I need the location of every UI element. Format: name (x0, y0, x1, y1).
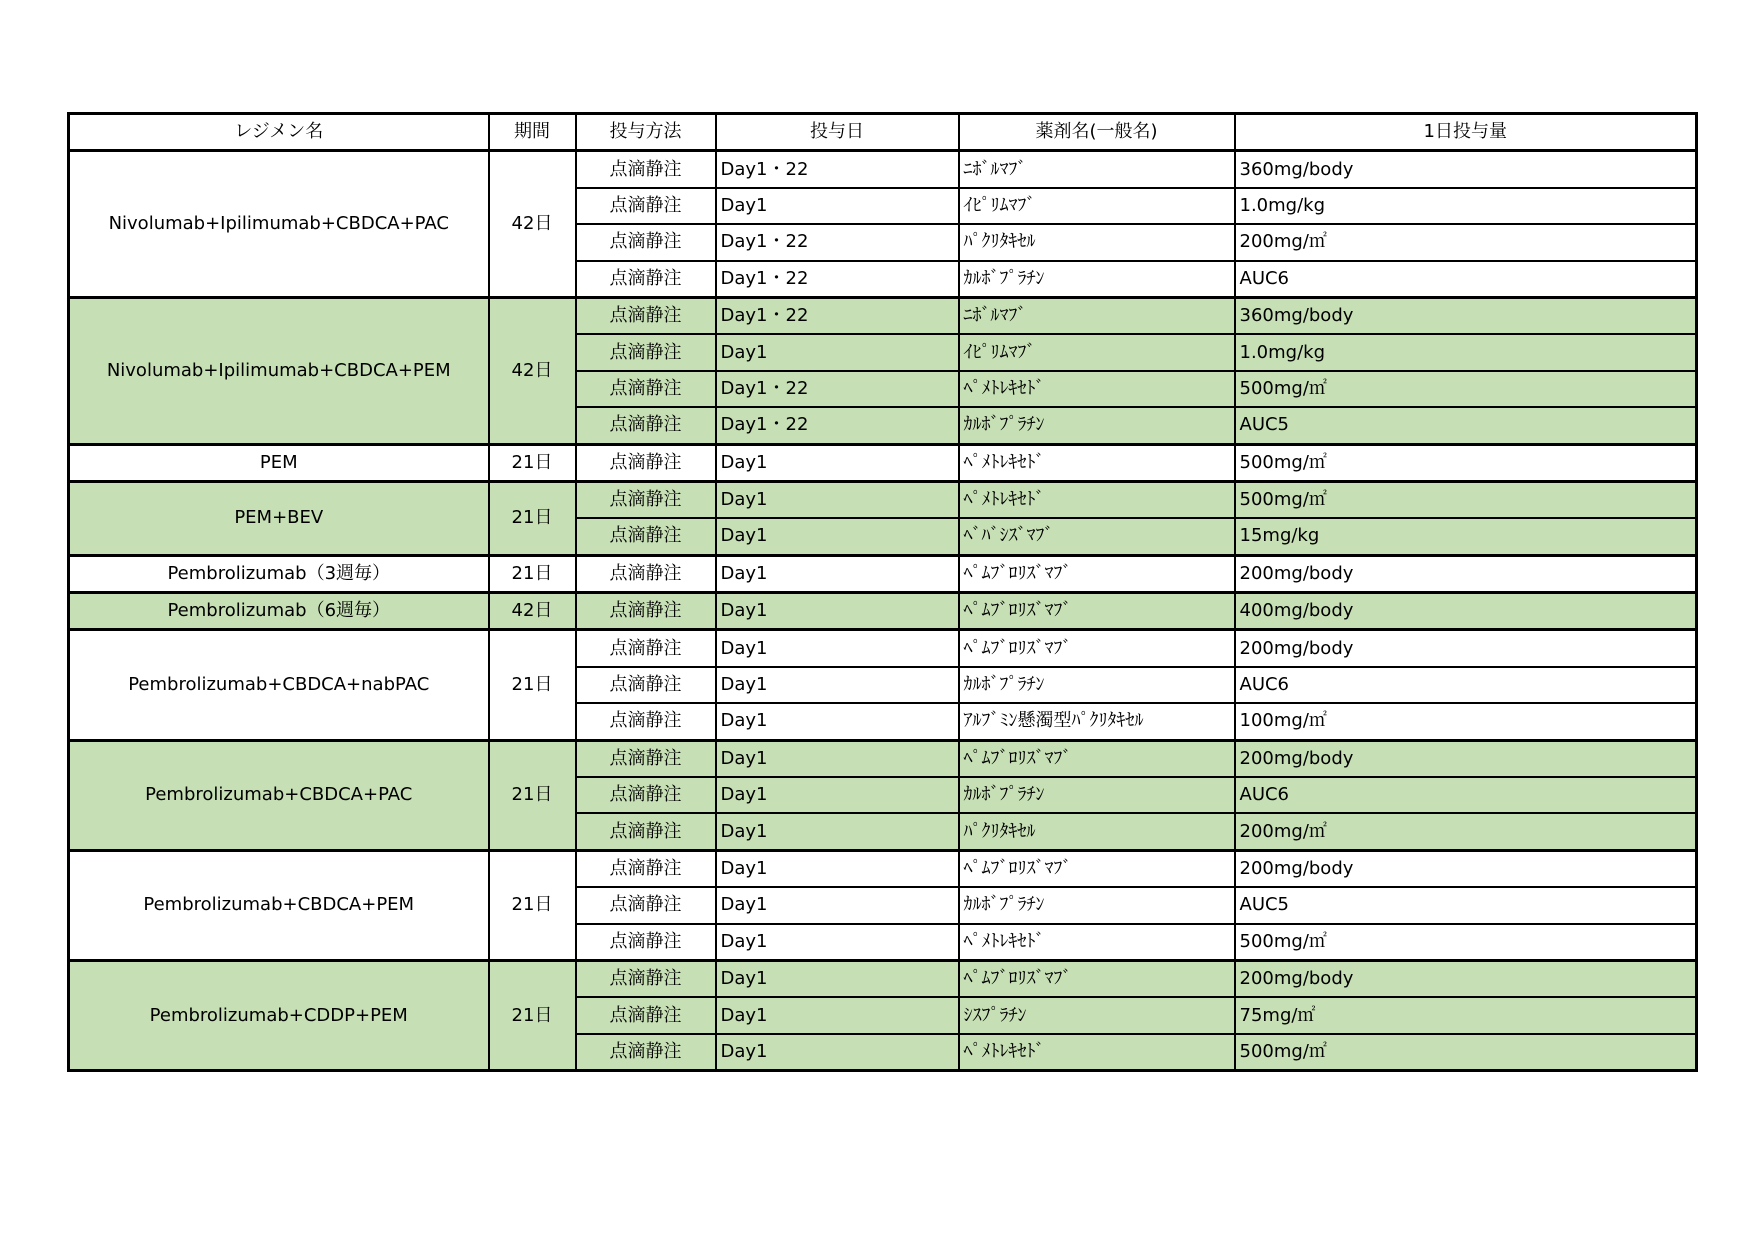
dose-cell: 200mg/body (1235, 630, 1697, 667)
regimen-name-cell: PEM+BEV (69, 481, 489, 555)
period-cell: 42日 (489, 593, 576, 630)
dose-cell: 200mg/body (1235, 555, 1697, 592)
dose-cell: AUC5 (1235, 407, 1697, 444)
drug-name-cell: ﾆﾎﾞﾙﾏﾌﾞ (959, 297, 1235, 334)
header-drug-name: 薬剤名(一般名) (959, 114, 1235, 151)
header-period: 期間 (489, 114, 576, 151)
period-cell: 42日 (489, 297, 576, 444)
dose-cell: AUC6 (1235, 777, 1697, 813)
drug-name-cell: ﾆﾎﾞﾙﾏﾌﾞ (959, 151, 1235, 188)
method-cell: 点滴静注 (576, 555, 716, 592)
method-cell: 点滴静注 (576, 593, 716, 630)
method-cell: 点滴静注 (576, 444, 716, 481)
method-cell: 点滴静注 (576, 151, 716, 188)
header-row (69, 114, 1697, 151)
drug-name-cell: ｲﾋﾟﾘﾑﾏﾌﾞ (959, 188, 1235, 224)
method-cell: 点滴静注 (576, 188, 716, 224)
method-cell: 点滴静注 (576, 481, 716, 518)
day-cell: Day1・22 (716, 224, 959, 260)
dose-cell: 200mg/㎡ (1235, 224, 1697, 260)
day-cell: Day1 (716, 518, 959, 555)
day-cell: Day1 (716, 813, 959, 850)
day-cell: Day1 (716, 703, 959, 740)
method-cell: 点滴静注 (576, 703, 716, 740)
day-cell: Day1 (716, 444, 959, 481)
day-cell: Day1・22 (716, 261, 959, 298)
day-cell: Day1・22 (716, 371, 959, 407)
method-cell: 点滴静注 (576, 261, 716, 298)
dose-cell: AUC6 (1235, 667, 1697, 703)
method-cell: 点滴静注 (576, 740, 716, 777)
day-cell: Day1・22 (716, 407, 959, 444)
dose-cell: 500mg/㎡ (1235, 444, 1697, 481)
drug-name-cell: ｶﾙﾎﾞﾌﾟﾗﾁﾝ (959, 887, 1235, 923)
regimen-group (69, 960, 1697, 1070)
drug-name-cell: ﾍﾟﾒﾄﾚｷｾﾄﾞ (959, 444, 1235, 481)
drug-name-cell: ﾍﾟﾒﾄﾚｷｾﾄﾞ (959, 1034, 1235, 1071)
day-cell: Day1 (716, 740, 959, 777)
header-day: 投与日 (716, 114, 959, 151)
drug-name-cell: ｶﾙﾎﾞﾌﾟﾗﾁﾝ (959, 407, 1235, 444)
regimen-group (69, 444, 1697, 481)
table-row (69, 555, 1697, 592)
day-cell: Day1 (716, 924, 959, 961)
day-cell: Day1 (716, 481, 959, 518)
regimen-name-cell: Nivolumab+Ipilimumab+CBDCA+PEM (69, 297, 489, 444)
period-cell: 42日 (489, 151, 576, 298)
method-cell: 点滴静注 (576, 518, 716, 555)
table-row (69, 593, 1697, 630)
drug-name-cell: ｱﾙﾌﾞﾐﾝ懸濁型ﾊﾟｸﾘﾀｷｾﾙ (959, 703, 1235, 740)
method-cell: 点滴静注 (576, 224, 716, 260)
drug-name-cell: ﾍﾟﾒﾄﾚｷｾﾄﾞ (959, 924, 1235, 961)
header-regimen-name: レジメン名 (69, 114, 489, 151)
day-cell: Day1 (716, 777, 959, 813)
method-cell: 点滴静注 (576, 960, 716, 997)
dose-cell: 500mg/㎡ (1235, 481, 1697, 518)
regimen-group (69, 555, 1697, 592)
dose-cell: 15mg/kg (1235, 518, 1697, 555)
day-cell: Day1・22 (716, 297, 959, 334)
dose-cell: 75mg/㎡ (1235, 997, 1697, 1033)
day-cell: Day1 (716, 188, 959, 224)
header-daily-dose: 1日投与量 (1235, 114, 1697, 151)
day-cell: Day1 (716, 630, 959, 667)
period-cell: 21日 (489, 960, 576, 1070)
method-cell: 点滴静注 (576, 630, 716, 667)
table-row (69, 740, 1697, 777)
method-cell: 点滴静注 (576, 813, 716, 850)
table-row (69, 850, 1697, 887)
method-cell: 点滴静注 (576, 997, 716, 1033)
period-cell: 21日 (489, 444, 576, 481)
dose-cell: 1.0mg/kg (1235, 188, 1697, 224)
regimen-name-cell: Pembrolizumab+CDDP+PEM (69, 960, 489, 1070)
drug-name-cell: ﾍﾞﾊﾞｼｽﾞﾏﾌﾞ (959, 518, 1235, 555)
regimen-group (69, 630, 1697, 740)
day-cell: Day1・22 (716, 151, 959, 188)
regimen-group (69, 850, 1697, 960)
regimen-name-cell: Pembrolizumab+CBDCA+PAC (69, 740, 489, 850)
period-cell: 21日 (489, 481, 576, 555)
method-cell: 点滴静注 (576, 667, 716, 703)
dose-cell: 200mg/body (1235, 850, 1697, 887)
regimen-group (69, 297, 1697, 444)
table-row (69, 297, 1697, 334)
day-cell: Day1 (716, 997, 959, 1033)
regimen-name-cell: Nivolumab+Ipilimumab+CBDCA+PAC (69, 151, 489, 298)
dose-cell: 360mg/body (1235, 297, 1697, 334)
method-cell: 点滴静注 (576, 297, 716, 334)
table-row (69, 960, 1697, 997)
method-cell: 点滴静注 (576, 887, 716, 923)
method-cell: 点滴静注 (576, 850, 716, 887)
dose-cell: 360mg/body (1235, 151, 1697, 188)
day-cell: Day1 (716, 960, 959, 997)
drug-name-cell: ﾍﾟﾑﾌﾞﾛﾘｽﾞﾏﾌﾞ (959, 630, 1235, 667)
dose-cell: AUC6 (1235, 261, 1697, 298)
regimen-group (69, 151, 1697, 298)
regimen-group (69, 740, 1697, 850)
method-cell: 点滴静注 (576, 924, 716, 961)
day-cell: Day1 (716, 593, 959, 630)
day-cell: Day1 (716, 555, 959, 592)
regimen-group (69, 593, 1697, 630)
method-cell: 点滴静注 (576, 371, 716, 407)
drug-name-cell: ｶﾙﾎﾞﾌﾟﾗﾁﾝ (959, 667, 1235, 703)
dose-cell: 1.0mg/kg (1235, 334, 1697, 370)
regimen-name-cell: Pembrolizumab（6週毎） (69, 593, 489, 630)
drug-name-cell: ﾍﾟﾑﾌﾞﾛﾘｽﾞﾏﾌﾞ (959, 593, 1235, 630)
drug-name-cell: ﾍﾟﾒﾄﾚｷｾﾄﾞ (959, 481, 1235, 518)
table-row (69, 151, 1697, 188)
regimen-name-cell: Pembrolizumab+CBDCA+nabPAC (69, 630, 489, 740)
dose-cell: AUC5 (1235, 887, 1697, 923)
drug-name-cell: ﾍﾟﾑﾌﾞﾛﾘｽﾞﾏﾌﾞ (959, 555, 1235, 592)
drug-name-cell: ﾍﾟﾑﾌﾞﾛﾘｽﾞﾏﾌﾞ (959, 850, 1235, 887)
period-cell: 21日 (489, 740, 576, 850)
day-cell: Day1 (716, 334, 959, 370)
drug-name-cell: ﾊﾟｸﾘﾀｷｾﾙ (959, 813, 1235, 850)
drug-name-cell: ｶﾙﾎﾞﾌﾟﾗﾁﾝ (959, 261, 1235, 298)
table-row (69, 630, 1697, 667)
dose-cell: 200mg/body (1235, 740, 1697, 777)
dose-cell: 100mg/㎡ (1235, 703, 1697, 740)
dose-cell: 500mg/㎡ (1235, 371, 1697, 407)
header-method: 投与方法 (576, 114, 716, 151)
dose-cell: 200mg/㎡ (1235, 813, 1697, 850)
table-row (69, 444, 1697, 481)
regimen-name-cell: PEM (69, 444, 489, 481)
dose-cell: 400mg/body (1235, 593, 1697, 630)
dose-cell: 200mg/body (1235, 960, 1697, 997)
regimen-table (67, 112, 1698, 1072)
day-cell: Day1 (716, 850, 959, 887)
drug-name-cell: ｼｽﾌﾟﾗﾁﾝ (959, 997, 1235, 1033)
method-cell: 点滴静注 (576, 777, 716, 813)
dose-cell: 500mg/㎡ (1235, 1034, 1697, 1071)
method-cell: 点滴静注 (576, 1034, 716, 1071)
regimen-group (69, 481, 1697, 555)
drug-name-cell: ﾊﾟｸﾘﾀｷｾﾙ (959, 224, 1235, 260)
method-cell: 点滴静注 (576, 407, 716, 444)
method-cell: 点滴静注 (576, 334, 716, 370)
drug-name-cell: ﾍﾟﾒﾄﾚｷｾﾄﾞ (959, 371, 1235, 407)
drug-name-cell: ｶﾙﾎﾞﾌﾟﾗﾁﾝ (959, 777, 1235, 813)
regimen-name-cell: Pembrolizumab（3週毎） (69, 555, 489, 592)
drug-name-cell: ﾍﾟﾑﾌﾞﾛﾘｽﾞﾏﾌﾞ (959, 740, 1235, 777)
day-cell: Day1 (716, 887, 959, 923)
drug-name-cell: ﾍﾟﾑﾌﾞﾛﾘｽﾞﾏﾌﾞ (959, 960, 1235, 997)
regimen-name-cell: Pembrolizumab+CBDCA+PEM (69, 850, 489, 960)
day-cell: Day1 (716, 667, 959, 703)
table-row (69, 481, 1697, 518)
drug-name-cell: ｲﾋﾟﾘﾑﾏﾌﾞ (959, 334, 1235, 370)
period-cell: 21日 (489, 555, 576, 592)
period-cell: 21日 (489, 630, 576, 740)
period-cell: 21日 (489, 850, 576, 960)
day-cell: Day1 (716, 1034, 959, 1071)
dose-cell: 500mg/㎡ (1235, 924, 1697, 961)
